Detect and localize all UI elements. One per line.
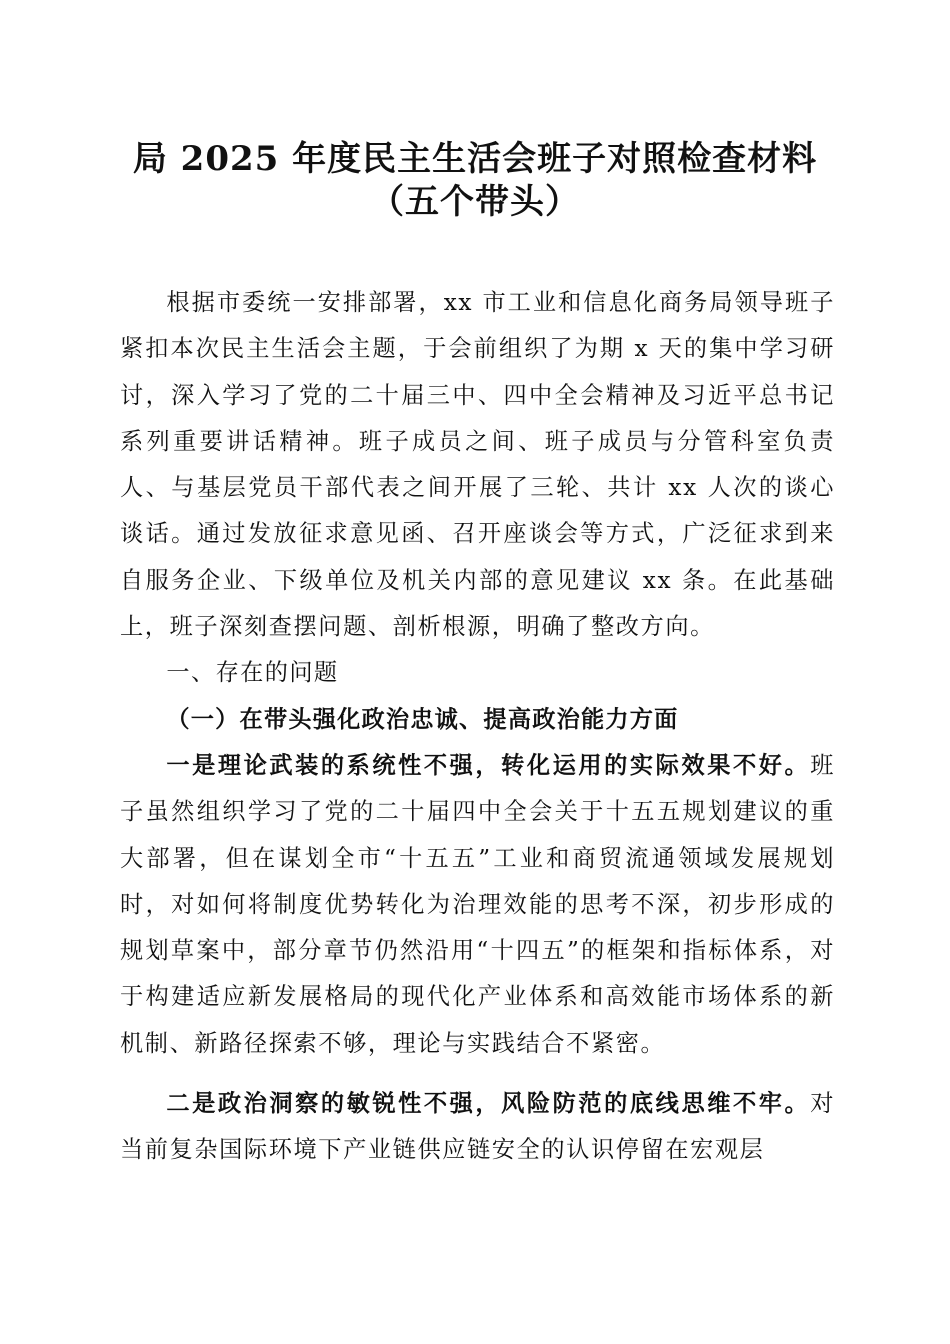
document-body bbox=[120, 280, 835, 1174]
section-heading: 一、存在的问题 bbox=[166, 659, 339, 687]
intro-paragraph: 根据市委统一安排部署，xx 市工业和信息化商务局领导班子紧扣本次民主生活会主题，于会前组织了为期 x 天的集中学习研讨，深入学习了党的二十届三中、四中全会精神及习近平总书记系列重要讲话精神。班子成员之间、班子成员与分管科室负责人、与基层党员干部代表之间开展了三轮、共计 xx 人次的谈心谈话。通过发放征求意见函、召开座谈会等方式，广泛征求到来自服务企业、下级单位及机关内部的意见建议 xx 条。在此基础上，班子深刻查摆问题、剖析根源，明确了整改方向。 bbox=[120, 289, 835, 641]
point-paragraph-2 bbox=[120, 1081, 835, 1174]
document-subtitle: （五个带头） bbox=[370, 182, 580, 222]
subsection-heading: （一）在带头强化政治忠诚、提高政治能力方面 bbox=[166, 705, 679, 733]
point-paragraph-1 bbox=[120, 743, 835, 1067]
point-body-1: 班子虽然组织学习了党的二十届四中全会关于十五五规划建议的重大部署，但在谋划全市“十五五”工业和商贸流通领域发展规划时，对如何将制度优势转化为治理效能的思考不深，初步形成的规划草案中，部分章节仍然沿用“十四五”的框架和指标体系，对于构建适应新发展格局的现代化产业体系和高效能市场体系的新机制、新路径探索不够，理论与实践结合不紧密。 bbox=[120, 751, 835, 1057]
point-body-2: 对当前复杂国际环境下产业链供应链安全的认识停留在宏观层 bbox=[120, 1090, 835, 1164]
document-title: 局 2025 年度民主生活会班子对照检查材料 bbox=[132, 139, 818, 179]
point-lead-2: 二是政治洞察的敏锐性不强，风险防范的底线思维不牢。 bbox=[166, 1090, 811, 1118]
point-lead-1: 一是理论武装的系统性不强，转化运用的实际效果不好。 bbox=[166, 751, 811, 779]
paragraph-gap bbox=[120, 1067, 835, 1081]
